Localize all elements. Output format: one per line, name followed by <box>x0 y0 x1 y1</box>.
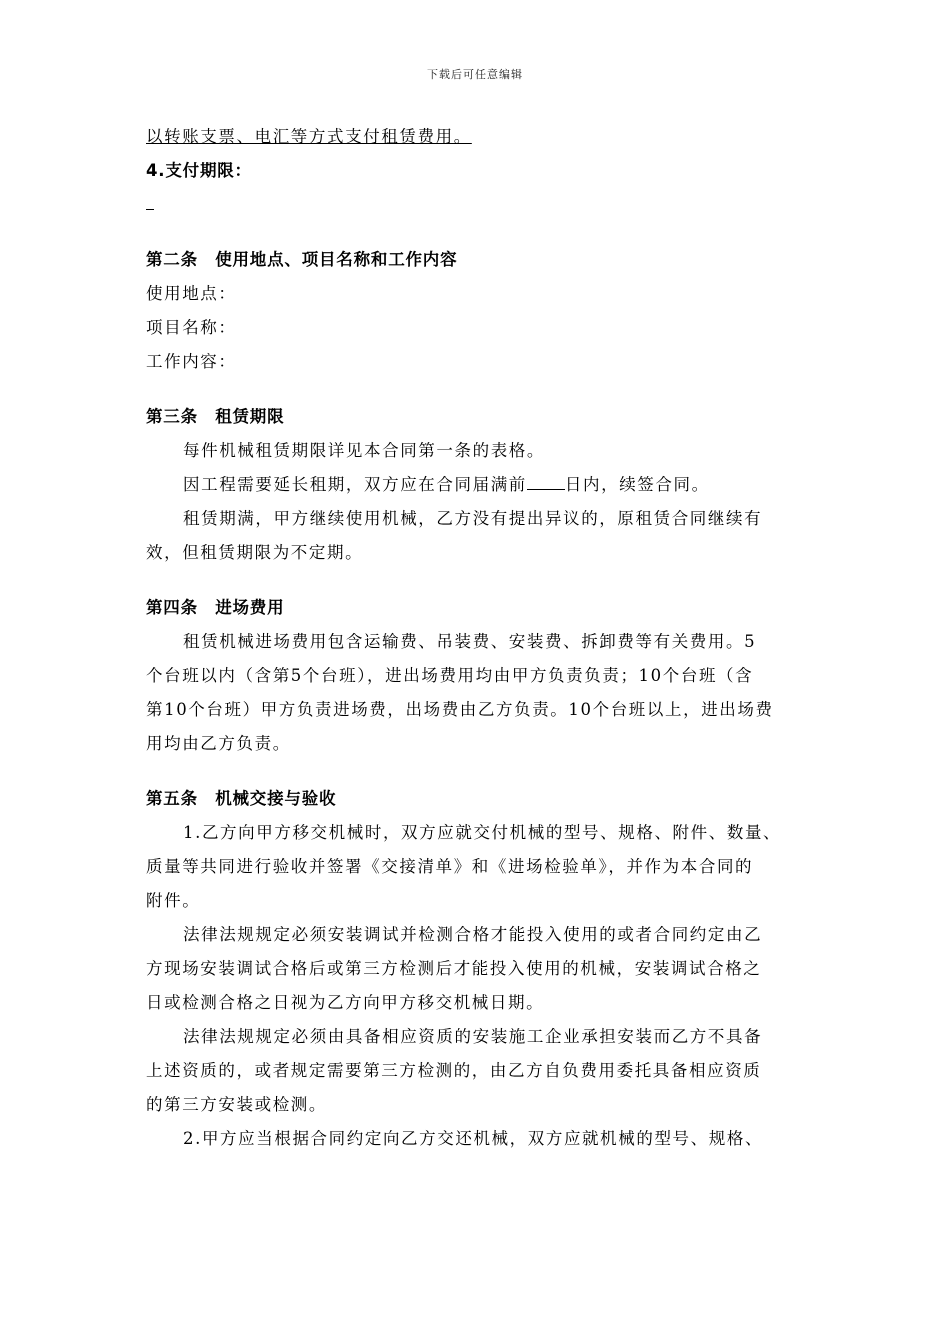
blank-dash <box>146 195 154 210</box>
article-4-line-1: 租赁机械进场费用包含运输费、吊装费、安装费、拆卸费等有关费用。5 <box>183 632 757 651</box>
usage-location: 使用地点： <box>146 284 237 303</box>
article-3-para-3-line-2: 效，但租赁期限为不定期。 <box>146 543 364 562</box>
article-3-title: 第三条 租赁期限 <box>146 407 285 426</box>
article-3-para-1: 每件机械租赁期限详见本合同第一条的表格。 <box>183 441 545 460</box>
article-2-title: 第二条 使用地点、项目名称和工作内容 <box>146 250 458 269</box>
page-header: 下载后可任意编辑 <box>427 68 523 81</box>
article-5-para-1-line-1: 1.乙方向甲方移交机械时，双方应就交付机械的型号、规格、附件、数量、 <box>183 823 782 842</box>
document-body <box>146 120 826 1156</box>
article-4-line-4: 用均由乙方负责。 <box>146 734 291 753</box>
article-4-title: 第四条 进场费用 <box>146 598 285 617</box>
article-5-para-3-line-2: 上述资质的，或者规定需要第三方检测的，由乙方自负费用委托具备相应资质 <box>146 1061 762 1080</box>
article-4-line-3: 第10个台班）甲方负责进场费，出场费由乙方负责。10个台班以上，进出场费 <box>146 700 774 719</box>
spacer <box>146 222 826 243</box>
article-5-para-1-line-3: 附件。 <box>146 891 201 910</box>
article-5-para-3-line-3: 的第三方安装或检测。 <box>146 1095 327 1114</box>
payment-method-text: 以转账支票、电汇等方式支付租赁费用。 <box>146 127 472 146</box>
article-5-para-2-line-2: 方现场安装调试合格后或第三方检测后才能投入使用的机械，安装调试合格之 <box>146 959 762 978</box>
text-segment: 因工程需要延长租期，双方应在合同届满前 <box>183 475 527 494</box>
spacer <box>146 570 826 591</box>
work-content: 工作内容： <box>146 352 237 371</box>
payment-term-heading: 4.支付期限： <box>146 161 252 180</box>
article-5-title: 第五条 机械交接与验收 <box>146 789 337 808</box>
article-5-para-4-line-1: 2.甲方应当根据合同约定向乙方交还机械，双方应就机械的型号、规格、 <box>183 1129 764 1148</box>
article-5-para-2-line-1: 法律法规规定必须安装调试并检测合格才能投入使用的或者合同约定由乙 <box>183 925 763 944</box>
blank-line <box>146 188 826 222</box>
project-name: 项目名称： <box>146 318 237 337</box>
spacer <box>146 761 826 782</box>
article-3-para-2 <box>146 468 826 502</box>
spacer <box>146 379 826 400</box>
article-5-para-1-line-2: 质量等共同进行验收并签署《交接清单》和《进场检验单》，并作为本合同的 <box>146 857 754 876</box>
article-3-para-3-line-1: 租赁期满，甲方继续使用机械，乙方没有提出异议的，原租赁合同继续有 <box>183 509 763 528</box>
blank-field <box>527 471 565 490</box>
article-5-para-2-line-3: 日或检测合格之日视为乙方向甲方移交机械日期。 <box>146 993 545 1012</box>
text-segment: 日内，续签合同。 <box>564 475 710 494</box>
article-4-line-2: 个台班以内（含第5个台班），进出场费用均由甲方负责负责；10个台班（含 <box>146 666 754 685</box>
article-5-para-3-line-1: 法律法规规定必须由具备相应资质的安装施工企业承担安装而乙方不具备 <box>183 1027 763 1046</box>
